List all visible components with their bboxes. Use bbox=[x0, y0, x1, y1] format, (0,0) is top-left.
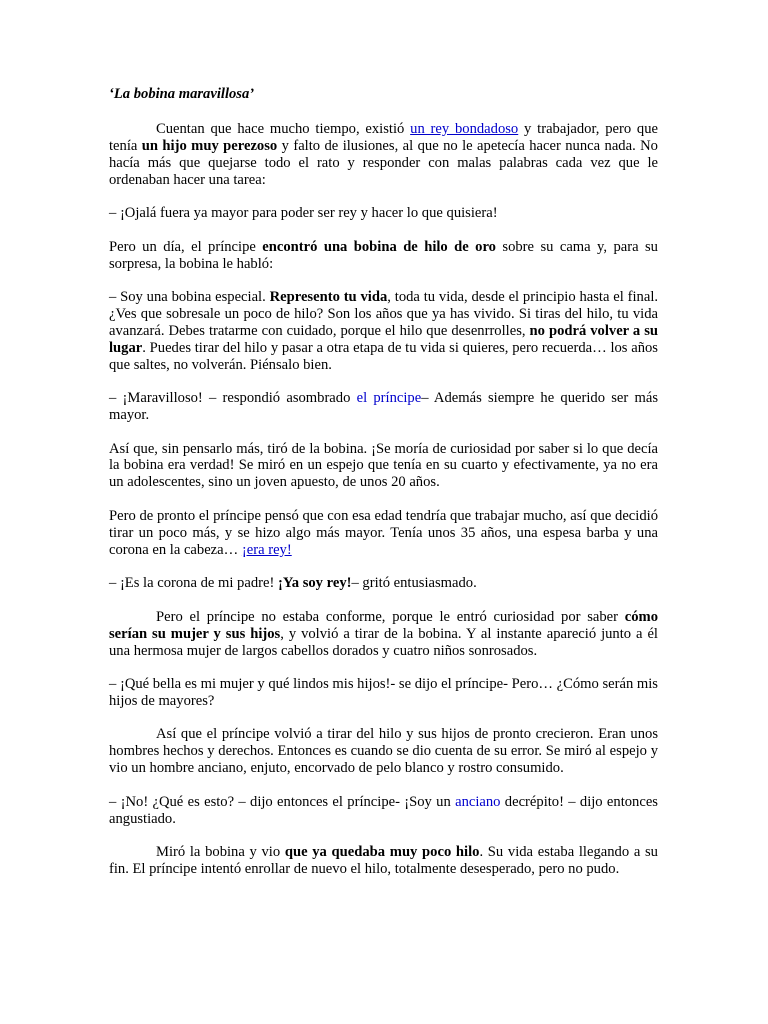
bold-text: un hijo muy perezoso bbox=[141, 137, 278, 154]
text-run: Miró la bobina y vio bbox=[156, 844, 285, 861]
bold-text: no podrá volver a su lugar bbox=[109, 322, 658, 356]
paragraph-3 bbox=[109, 239, 658, 273]
text-run: . Su vida estaba llegando a su fin. El príncipe intentó enrollar de nuevo el hilo, totalmente desesperado, pero no pudo. bbox=[109, 844, 658, 878]
paragraph-7 bbox=[109, 508, 658, 559]
text-run: Pero un día, el príncipe bbox=[109, 238, 263, 255]
text-run: – Además siempre he querido ser más mayor. bbox=[109, 390, 659, 424]
text-run: – ¡Es la corona de mi padre! bbox=[109, 575, 278, 592]
link-era-rey[interactable]: ¡era rey! bbox=[241, 541, 292, 558]
paragraph-10: – ¡Qué bella es mi mujer y qué lindos mis hijos!- se dijo el príncipe- Pero… ¿Cómo serán mis hijos de mayores? bbox=[109, 676, 658, 709]
text-run: , toda tu vida, desde el principio hasta el final. ¿Ves que sobresale un poco de hilo? Son los años que ya has vivido. Si tiras del hilo, tu vida avanzará. Debes tratarme con cuidado, porque el hilo que desenrrolles, bbox=[109, 289, 659, 339]
text-run: decrépito! – dijo entonces angustiado. bbox=[109, 793, 658, 827]
text-run: – ¡No! ¿Qué es esto? – dijo entonces el príncipe- ¡Soy un bbox=[109, 793, 456, 810]
bold-text: ¡Ya soy rey! bbox=[277, 575, 352, 592]
text-run: – Soy una bobina especial. bbox=[109, 289, 270, 306]
bold-text: Represento tu vida bbox=[269, 289, 388, 306]
text-run: y falto de ilusiones, al que no le apetecía hacer nunca nada. No hacía más que quejarse todo el rato y responder con malas palabras cada vez que le ordenaban hacer una tarea: bbox=[109, 137, 658, 188]
document-page bbox=[109, 86, 658, 895]
paragraph-11: Así que el príncipe volvió a tirar del hilo y sus hijos de pronto crecieron. Eran unos hombres hechos y derechos. Entonces es cuando se dio cuenta de su error. Se miró al espejo y vio un hombre anciano, enjuto, encorvado de pelo blanco y rostro consumido. bbox=[109, 726, 658, 777]
text-run: sobre su cama y, para su sorpresa, la bobina le habló: bbox=[109, 238, 658, 272]
paragraph-5 bbox=[109, 390, 658, 424]
paragraph-13 bbox=[109, 844, 658, 878]
text-run: – ¡Maravilloso! – respondió asombrado bbox=[109, 390, 357, 407]
story-title: ‘La bobina maravillosa’ bbox=[109, 86, 255, 102]
bold-text: que ya quedaba muy poco hilo bbox=[284, 844, 480, 861]
paragraph-1 bbox=[109, 121, 658, 189]
paragraph-12 bbox=[109, 794, 658, 828]
text-run: , y volvió a tirar de la bobina. Y al instante apareció junto a él una hermosa mujer de largos cabellos dorados y cuatro niños sonrosados. bbox=[109, 625, 658, 659]
text-run: – gritó entusiasmado. bbox=[351, 575, 477, 592]
paragraph-6: Así que, sin pensarlo más, tiró de la bobina. ¡Se moría de curiosidad por saber si lo que decía la bobina era verdad! Se miró en un espejo que tenía en su cuarto y efectivamente, ya no era un adolescentes, sino un joven apuesto, de unos 20 años. bbox=[109, 440, 658, 491]
paragraph-8 bbox=[109, 575, 658, 592]
paragraph-4 bbox=[109, 289, 658, 374]
paragraph-9 bbox=[109, 609, 658, 660]
bold-text: cómo serían su mujer y sus hijos bbox=[109, 608, 658, 642]
text-run: Cuentan que hace mucho tiempo, existió bbox=[156, 120, 411, 137]
text-run: . Puedes tirar del hilo y pasar a otra etapa de tu vida si quieres, pero recuerda… los años que saltes, no volverán. Piénsalo bien. bbox=[109, 339, 658, 373]
text-run: Pero de pronto el príncipe pensó que con esa edad tendría que trabajar mucho, así que decidió tirar un poco más, y se hizo algo más mayor. Tenía unos 35 años, una espesa barba y una corona en la cabeza… bbox=[109, 507, 658, 558]
bold-text: encontró una bobina de hilo de oro bbox=[262, 238, 496, 255]
text-run: Pero el príncipe no estaba conforme, porque le entró curiosidad por saber bbox=[156, 608, 625, 625]
link-el-principe[interactable]: el príncipe bbox=[356, 390, 422, 407]
paragraph-2: – ¡Ojalá fuera ya mayor para poder ser rey y hacer lo que quisiera! bbox=[109, 205, 498, 222]
text-run: y trabajador, pero que tenía bbox=[109, 120, 659, 154]
link-un-rey-bondadoso[interactable]: un rey bondadoso bbox=[410, 120, 519, 137]
link-anciano[interactable]: anciano bbox=[455, 793, 501, 810]
